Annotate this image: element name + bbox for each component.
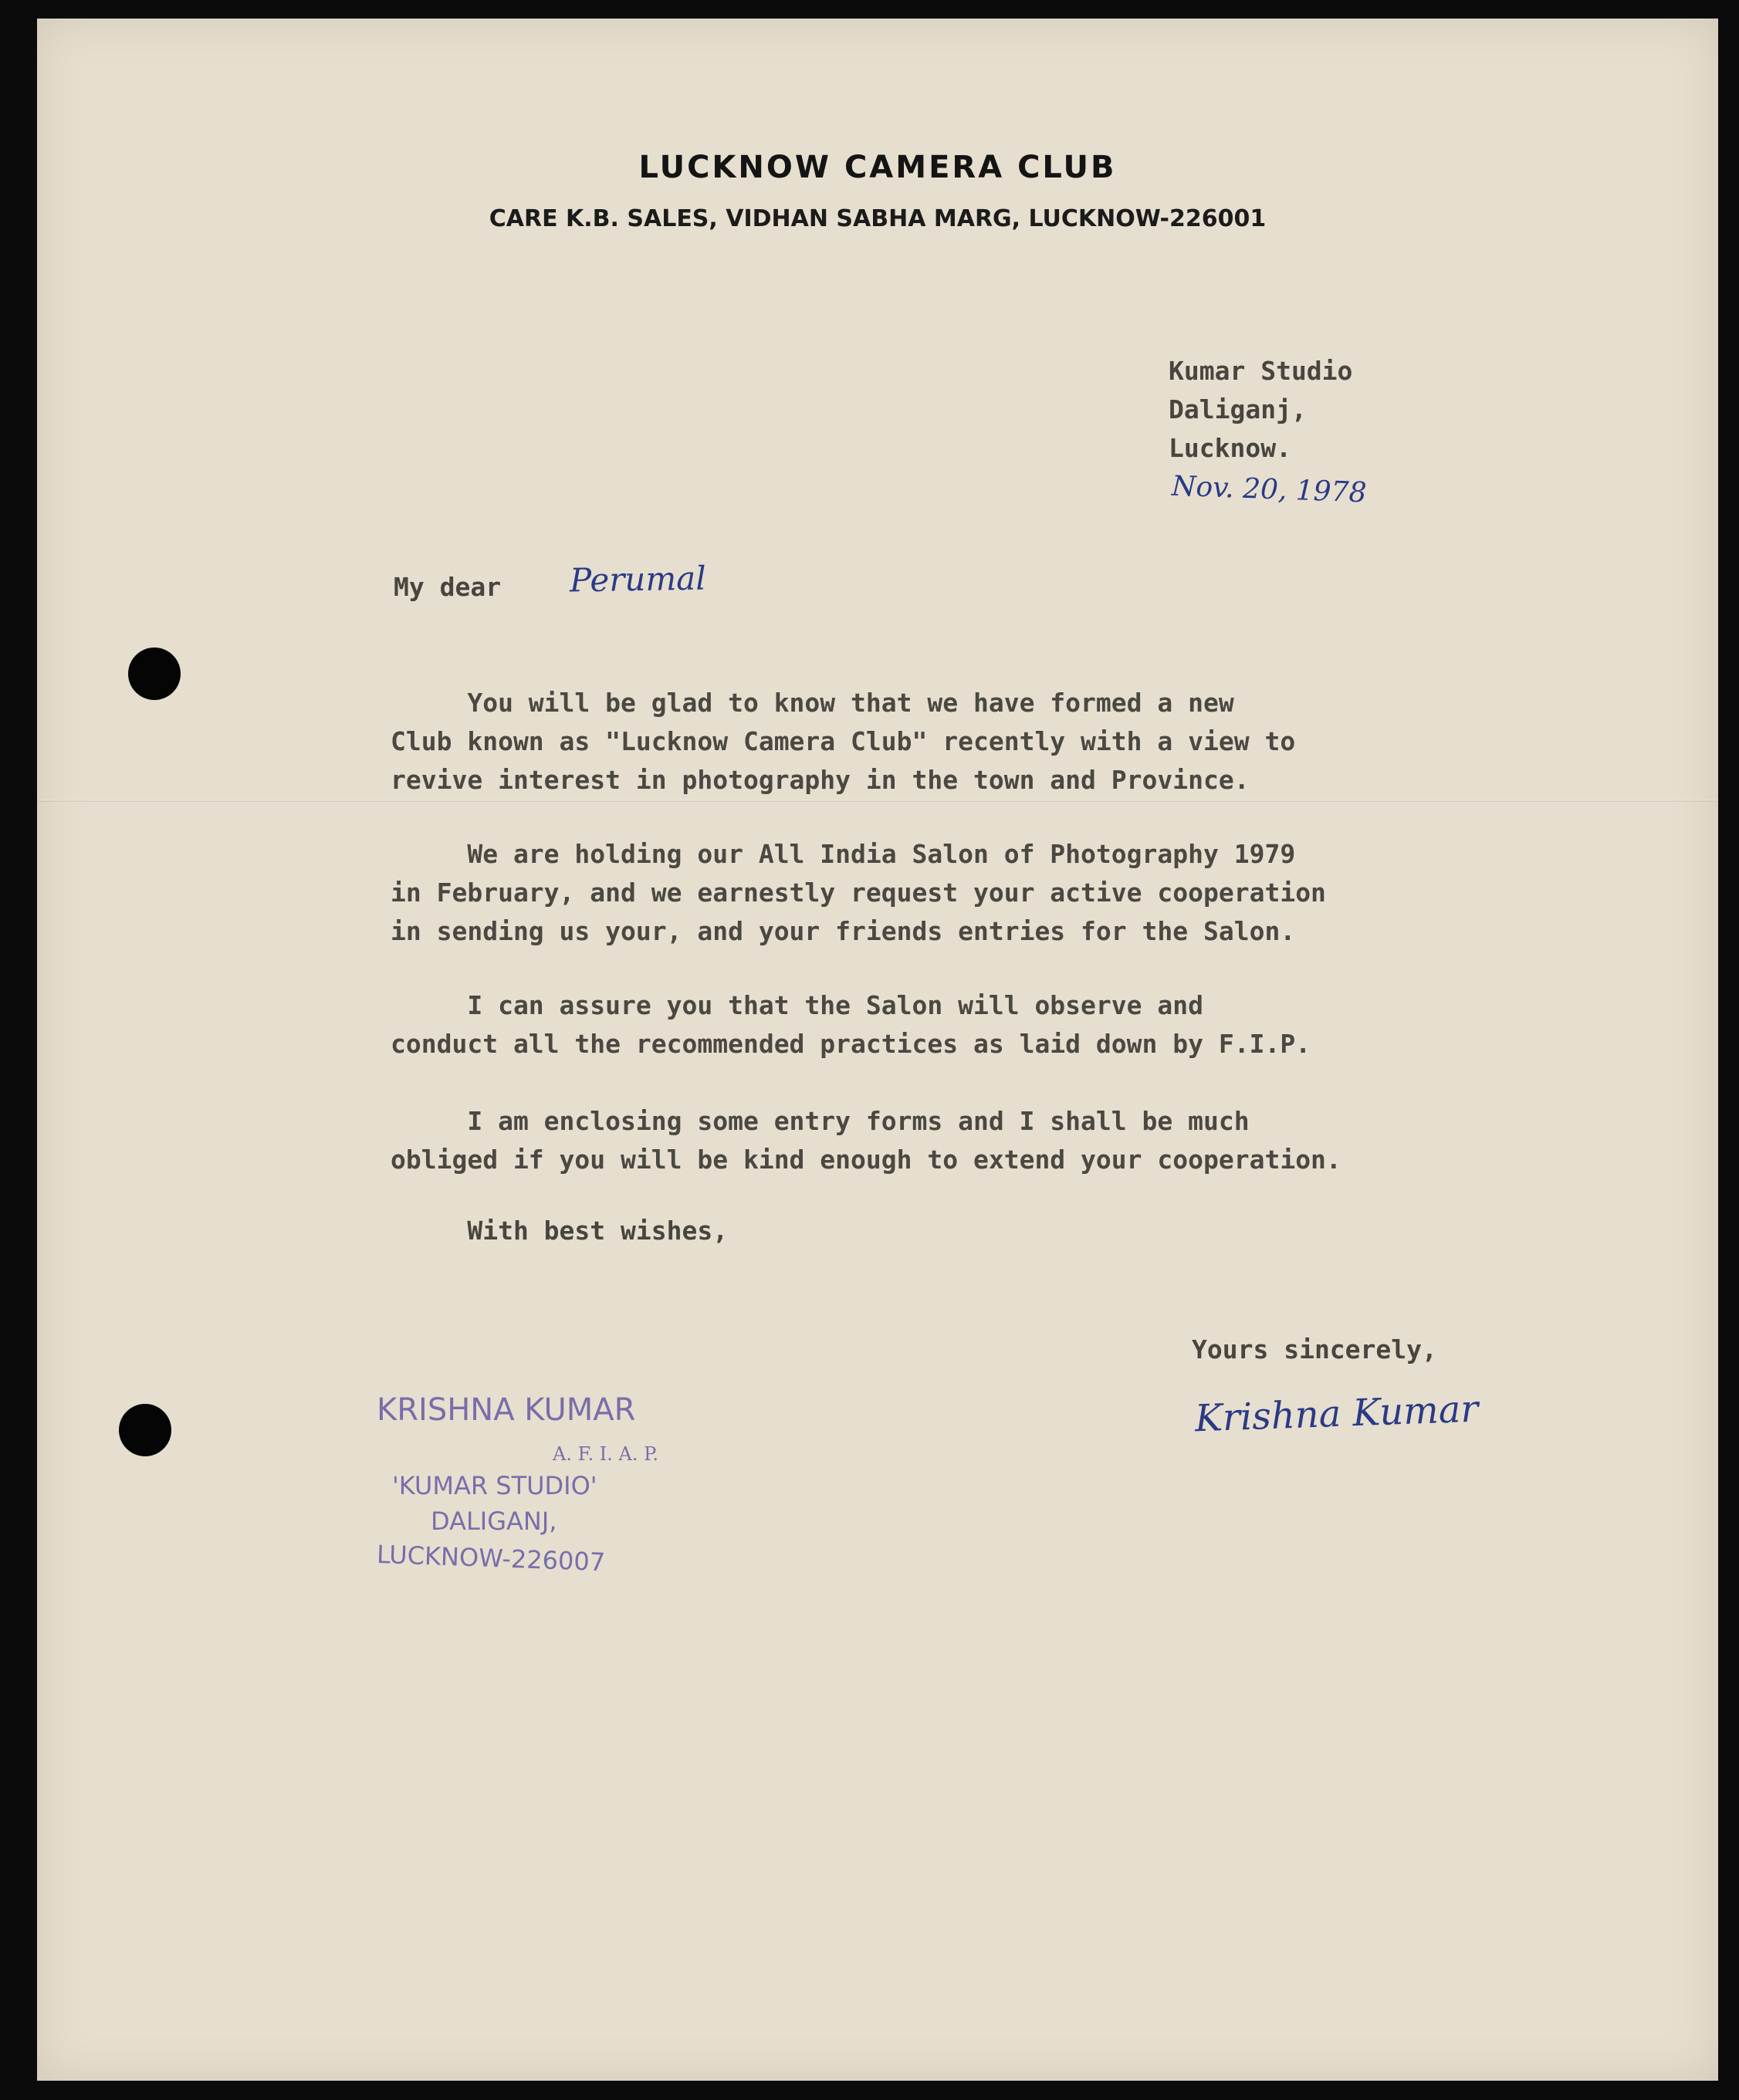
body-line: You will be glad to know that we have formed a new: [391, 688, 1234, 718]
body-line: I can assure you that the Salon will observe and: [391, 990, 1203, 1020]
body-paragraph-4: [391, 1102, 1341, 1179]
punch-hole-bottom: [119, 1404, 171, 1456]
body-paragraph-1: [391, 684, 1295, 800]
rubber-stamp: [377, 1392, 778, 1624]
letterhead-title: LUCKNOW CAMERA CLUB: [638, 150, 1117, 185]
letterhead-address: CARE K.B. SALES, VIDHAN SABHA MARG, LUCKNOW-226001: [489, 205, 1267, 232]
body-line: obliged if you will be kind enough to extend your cooperation.: [391, 1145, 1341, 1175]
body-line: We are holding our All India Salon of Photography 1979: [391, 839, 1296, 869]
body-line: revive interest in photography in the town and Province.: [391, 765, 1250, 795]
stamp-credential: A. F. I. A. P.: [553, 1443, 659, 1465]
body-line: Club known as "Lucknow Camera Club" recently with a view to: [391, 726, 1296, 756]
body-line: in sending us your, and your friends entries for the Salon.: [391, 916, 1296, 946]
closing-line: With best wishes,: [391, 1216, 729, 1246]
body-line: I am enclosing some entry forms and I shall be much: [391, 1106, 1250, 1136]
handwritten-recipient-name: Perumal: [569, 559, 707, 600]
handwritten-date: Nov. 20, 1978: [1171, 470, 1368, 509]
handwritten-signature: Krishna Kumar: [1194, 1387, 1480, 1441]
body-paragraph-2: [391, 835, 1326, 951]
sender-address-line-3: Lucknow.: [1169, 433, 1291, 463]
stamp-name: KRISHNA KUMAR: [377, 1392, 636, 1428]
salutation: My dear: [394, 572, 502, 602]
sign-off: Yours sincerely,: [1192, 1334, 1437, 1364]
stamp-city: LUCKNOW-226007: [376, 1539, 606, 1578]
fold-crease: [37, 800, 1718, 802]
punch-hole-top: [128, 648, 181, 700]
body-line: conduct all the recommended practices as laid down by F.I.P.: [391, 1029, 1311, 1059]
stamp-locality: DALIGANJ,: [431, 1507, 557, 1536]
body-paragraph-3: [391, 986, 1311, 1064]
letter-page: [37, 19, 1718, 2081]
stamp-studio: 'KUMAR STUDIO': [392, 1471, 597, 1500]
sender-address-line-1: Kumar Studio: [1169, 356, 1353, 386]
body-line: in February, and we earnestly request your active cooperation: [391, 878, 1326, 908]
sender-address-line-2: Daliganj,: [1169, 394, 1307, 424]
